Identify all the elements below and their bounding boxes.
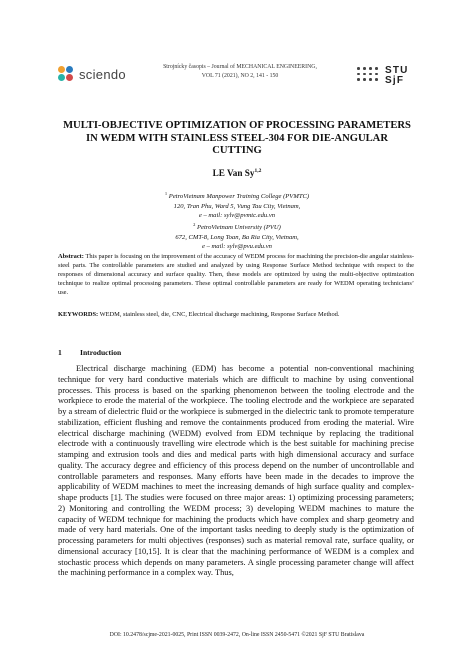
affil-line-6: e – mail: sylv@pvu.edu.vn (202, 243, 272, 251)
affil-line-1: PetroVietnam Manpower Training College (PVMTC) (168, 193, 310, 201)
author-sup: 1,2 (254, 168, 262, 174)
section-heading (58, 348, 121, 357)
abstract-text: This paper is focusing on the improvement of the accuracy of WEDM process for machining the precision-die angular stainless-steel parts. The controllable parameters are studied and analyzed by using Response Surface Method technique with respect to the responses of dimensional accuracy and surface quality. Then, these models are optimized by using the multi-objective optimization technique to realize optimal processing parameters. These optimal controllable parameters are ready for WEDM operating technicians’ use. (58, 253, 414, 296)
affil-line-2: 120, Tran Phu, Ward 5, Vung Tau City, Vietnam, (173, 202, 301, 210)
abstract (58, 253, 414, 298)
affil-line-5: 672, CMT-8, Long Toan, Ba Ria City, Vietnam, (175, 234, 299, 241)
sciendo-logo (58, 66, 126, 82)
stu-logo (357, 66, 409, 86)
stu-dots-icon (357, 67, 379, 81)
journal-line-1: Strojnícky časopis – Journal of MECHANICAL ENGINEERING, (163, 64, 317, 70)
logo-text: sciendo (79, 66, 126, 82)
body-paragraph: Electrical discharge machining (EDM) has become a potential non-conventional machining technique for very hard conductive materials which are difficult to machine by using conventional processes. This process is based on the sparking phenomenon between the tooling electrode and the workpiece to erode the material of the workpiece. The tooling electrode and the workpiece are separated by a stream of dielectric fluid or the workpiece is submerged in the dielectric tank to promote temperature stabilization, efficient flushing and remove the containments produced from eroding the material. Wire electrical discharge machining (WEDM) evolved from EDM technique by replacing the traditional electrode with a continuously travelling wire electrode which is the best suitable for machining precise stamping and extrusion tools and dies and medical parts with high dimensional accuracy and surface quality. The accuracy degree and efficiency of this process depend on the number of uncontrollable and controllable parameters and responses. Many efforts have been made in the decades to improve the applicability of WEDM machines to meet the increasing demands of high surface quality and complex-shape products [1]. The studies were focused on three major areas: 1) optimizing processing parameters; 2) Monitoring and controlling the WEDM process; 3) developing WEDM machines to mature the capacity of WEDM technique for machining the products which have complex and sharp geometry and made of very hard materials. One of the important tasks needing to deeply study is the optimization of processing parameters for multi objectives (responses) such as material removal rate, surface quality, or dimensional accuracy [10,15]. It is clear that the machining performance of WEDM is a complex and stochastic process which depends on many parameters. A single processing parameter change will affect the machining performance in a complex way. Thus, (58, 364, 414, 578)
page-header (0, 58, 474, 98)
affil-line-3: e – mail: sylv@pvmtc.edu.vn (198, 212, 276, 219)
journal-line-2: VOL 71 (2021), NO 2, 141 - 150 (201, 73, 279, 79)
section-number: 1 (58, 348, 62, 357)
stu-text-line-1: STU (385, 65, 409, 76)
paper-title: MULTI-OBJECTIVE OPTIMIZATION OF PROCESSING PARAMETERS IN WEDM WITH STAINLESS STEEL-304 FOR DIE-ANGULAR CUTTING (63, 120, 411, 157)
affiliations (0, 189, 474, 252)
author-name: LE Van Sy (212, 168, 255, 179)
journal-info (150, 63, 330, 81)
keywords (58, 311, 414, 320)
stu-text-line-2: SjF (385, 75, 405, 86)
affil-sup-1: 1 (164, 191, 168, 196)
affil-line-4: PetroVietnam University (PVU) (197, 224, 281, 232)
keywords-label: KEYWORDS: (58, 311, 99, 318)
page-footer: DOI: 10.2478/scjme-2021-0025, Print ISSN 0039-2472, On-line ISSN 2450-5471 ©2021 SjF STU Bratislava (109, 632, 365, 638)
author-line (0, 168, 474, 178)
sciendo-logo-icon (58, 66, 74, 82)
section-title: Introduction (80, 348, 122, 357)
keywords-text: WEDM, stainless steel, die, CNC, Electrical discharge machining, Response Surface Method. (99, 311, 340, 318)
affil-sup-2: 2 (193, 222, 196, 228)
abstract-label: Abstract: (58, 253, 84, 260)
